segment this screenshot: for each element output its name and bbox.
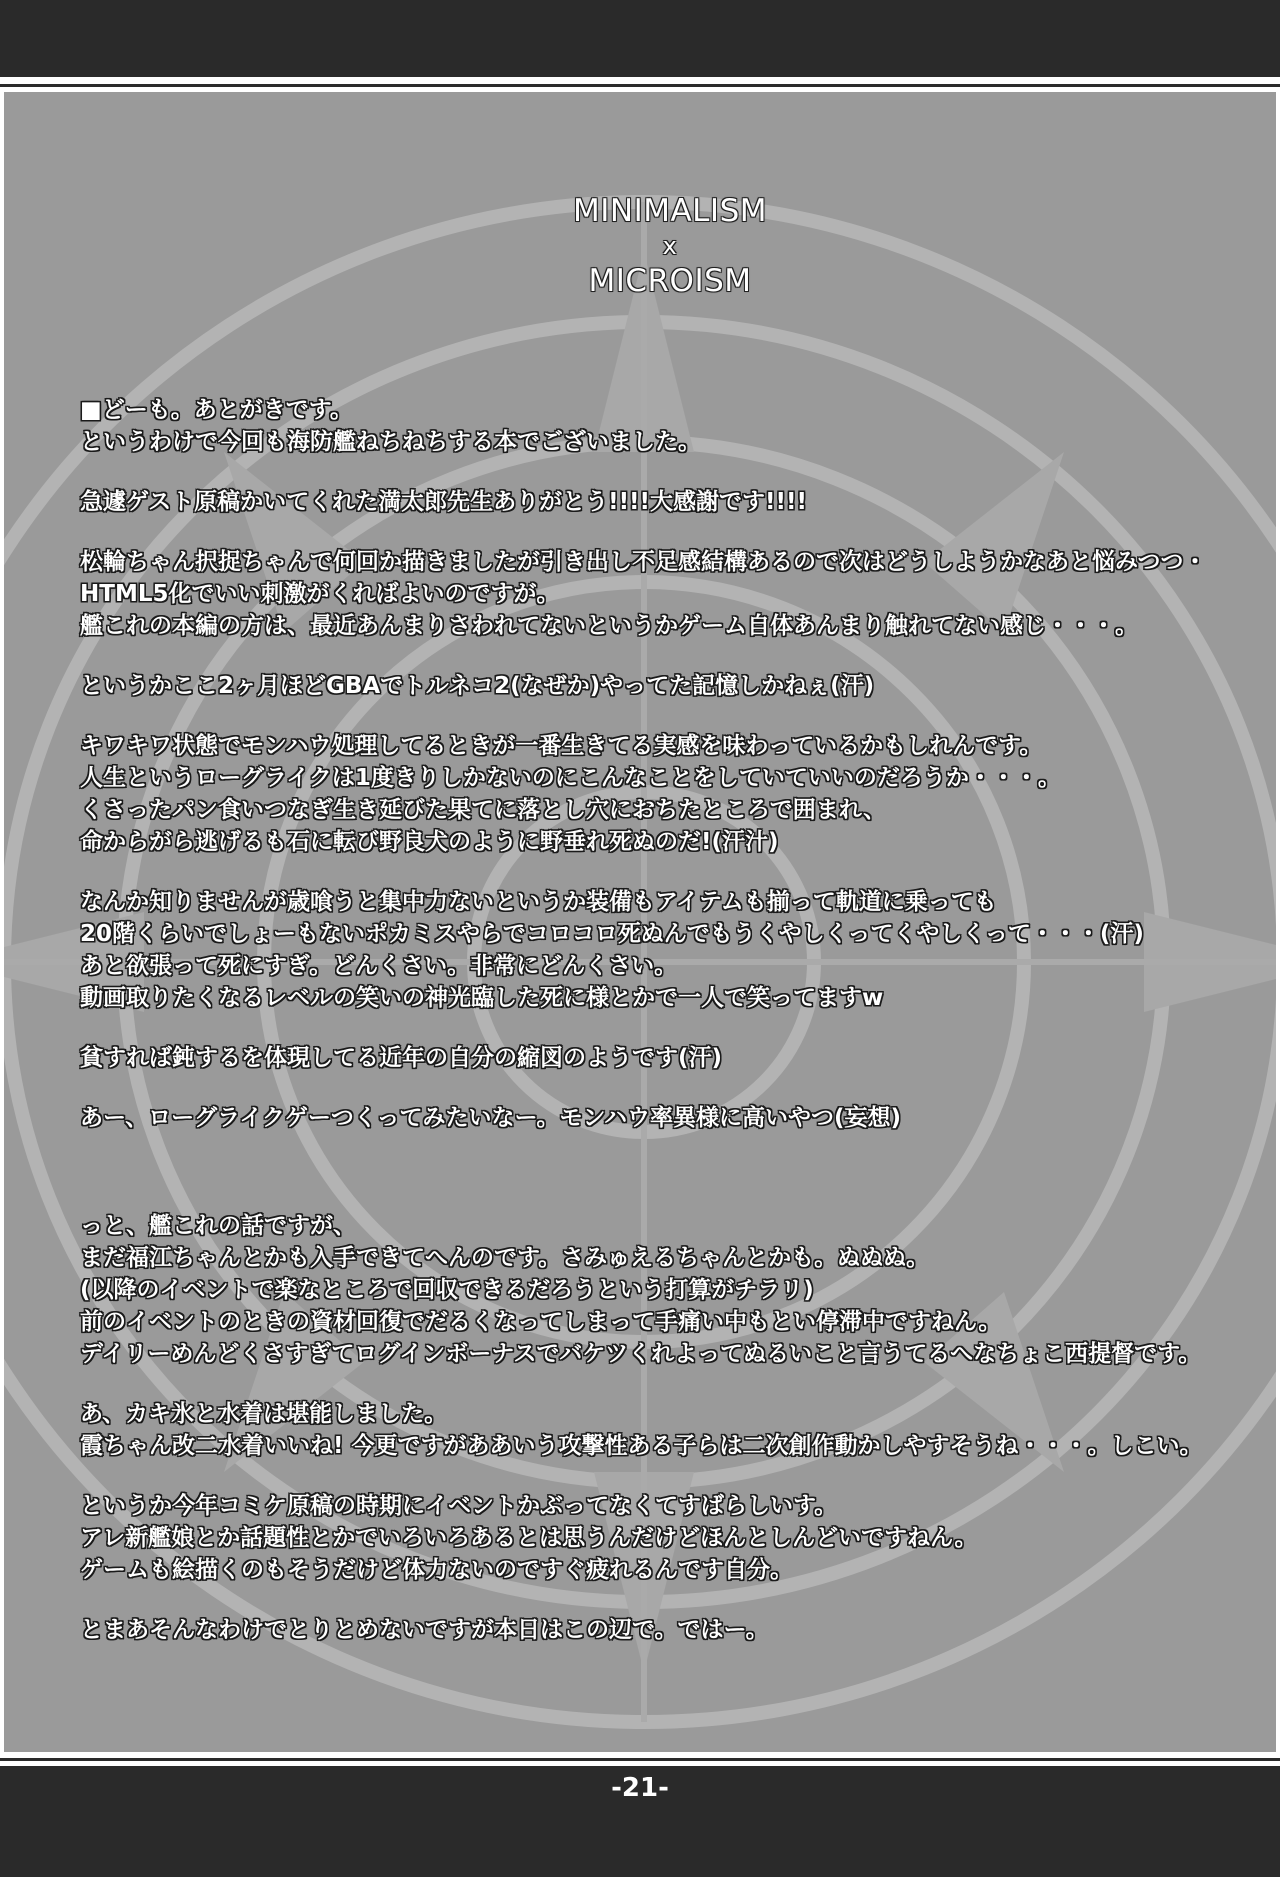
text-line: くさったパン食いつなぎ生き延びた果てに落とし穴におちたところで囲まれ、: [80, 797, 887, 823]
top-rule: [0, 84, 1280, 87]
text-line: キワキワ状態でモンハウ処理してるときが一番生きてる実感を味わっているかもしれんです。: [80, 733, 1043, 759]
text-line: 人生というローグライクは1度きりしかないのにこんなことをしていていいのだろうか・・・。: [80, 765, 1061, 791]
title-line-3: MICROISM: [588, 263, 752, 299]
text-line: 急遽ゲスト原稿かいてくれた満太郎先生ありがとう!!!!大感謝です!!!!: [80, 489, 807, 515]
paragraph: [80, 546, 1260, 642]
paragraph: [80, 1614, 1260, 1646]
text-line: デイリーめんどくさすぎてログインボーナスでバケツくれよってぬるいこと言うてるへなちょこ西提督です。: [80, 1341, 1202, 1367]
title-block: [470, 192, 870, 300]
text-line: というかここ2ヶ月ほどGBAでトルネコ2(なぜか)やってた記憶しかねぇ(汗): [80, 673, 875, 699]
text-line: とまあそんなわけでとりとめないですが本日はこの辺で。ではー。: [80, 1617, 769, 1643]
text-line: ゲームも絵描くのもそうだけど体力ないのですぐ疲れるんです自分。: [80, 1557, 793, 1583]
paragraph: [80, 1042, 1260, 1074]
text-line: HTML5化でいい刺激がくればよいのですが。: [80, 581, 560, 607]
text-line: というわけで今回も海防艦ねちねちする本でございました。: [80, 429, 701, 455]
paragraph: [80, 1210, 1260, 1370]
paragraph: [80, 1398, 1260, 1462]
text-line: というか今年コミケ原稿の時期にイベントかぶってなくてすばらしいす。: [80, 1493, 838, 1519]
text-line: 20階くらいでしょーもないポカミスやらでコロコロ死ぬんでもうくやしくってくやしくって・・・(汗): [80, 921, 1144, 947]
text-line: 前のイベントのときの資材回復でだるくなってしまって手痛い中もとい停滞中ですねん。: [80, 1309, 1002, 1335]
text-line: 命からがら逃げるも石に転び野良犬のように野垂れ死ぬのだ!(汗汁): [80, 829, 779, 855]
text-line: なんか知りませんが歳喰うと集中力ないというか装備もアイテムも揃って軌道に乗っても: [80, 889, 997, 915]
text-line: まだ福江ちゃんとかも入手できてへんのです。さみゅえるちゃんとかも。ぬぬぬ。: [80, 1245, 930, 1271]
page-number: -21-: [611, 1773, 669, 1803]
text-line: 艦これの本編の方は、最近あんまりさわれてないというかゲーム自体あんまり触れてない感じ・・・。: [80, 613, 1138, 639]
text-line: 動画取りたくなるレベルの笑いの神光臨した死に様とかで一人で笑ってますw: [80, 985, 884, 1011]
text-line: 霞ちゃん改二水着いいね! 今更ですがああいう攻撃性ある子らは二次創作動かしやすそうね・・・。しこい。: [80, 1433, 1203, 1459]
paragraph: [80, 1490, 1260, 1586]
paragraph: [80, 886, 1260, 1014]
text-line: あ、カキ氷と水着は堪能しました。: [80, 1401, 448, 1427]
text-line: アレ新艦娘とか話題性とかでいろいろあるとは思うんだけどほんとしんどいですねん。: [80, 1525, 978, 1551]
top-border-band: [0, 0, 1280, 77]
text-line: っと、艦これの話ですが、: [80, 1213, 356, 1239]
paragraph: [80, 486, 1260, 518]
text-line: あと欲張って死にすぎ。どんくさい。非常にどんくさい。: [80, 953, 678, 979]
text-line: あー、ローグライクゲーつくってみたいなー。モンハウ率異様に高いやつ(妄想): [80, 1105, 901, 1131]
bottom-rule: [0, 1758, 1280, 1761]
text-line: (以降のイベントで楽なところで回収できるだろうという打算がチラリ): [80, 1277, 814, 1303]
paragraph: [80, 1102, 1260, 1134]
afterword-text: [80, 394, 1260, 1674]
text-line: 貧すれば鈍するを体現してる近年の自分の縮図のようです(汗): [80, 1045, 723, 1071]
text-line: ■どーも。あとがきです。: [80, 397, 353, 423]
paragraph: [80, 394, 1260, 458]
title-line-2: x: [662, 232, 678, 260]
paragraph: [80, 730, 1260, 858]
text-line: 松輪ちゃん択捉ちゃんで何回か描きましたが引き出し不足感結構あるので次はどうしようかなあと悩みつつ・: [80, 549, 1207, 575]
paragraph: [80, 670, 1260, 702]
title-line-1: MINIMALISM: [572, 193, 767, 229]
